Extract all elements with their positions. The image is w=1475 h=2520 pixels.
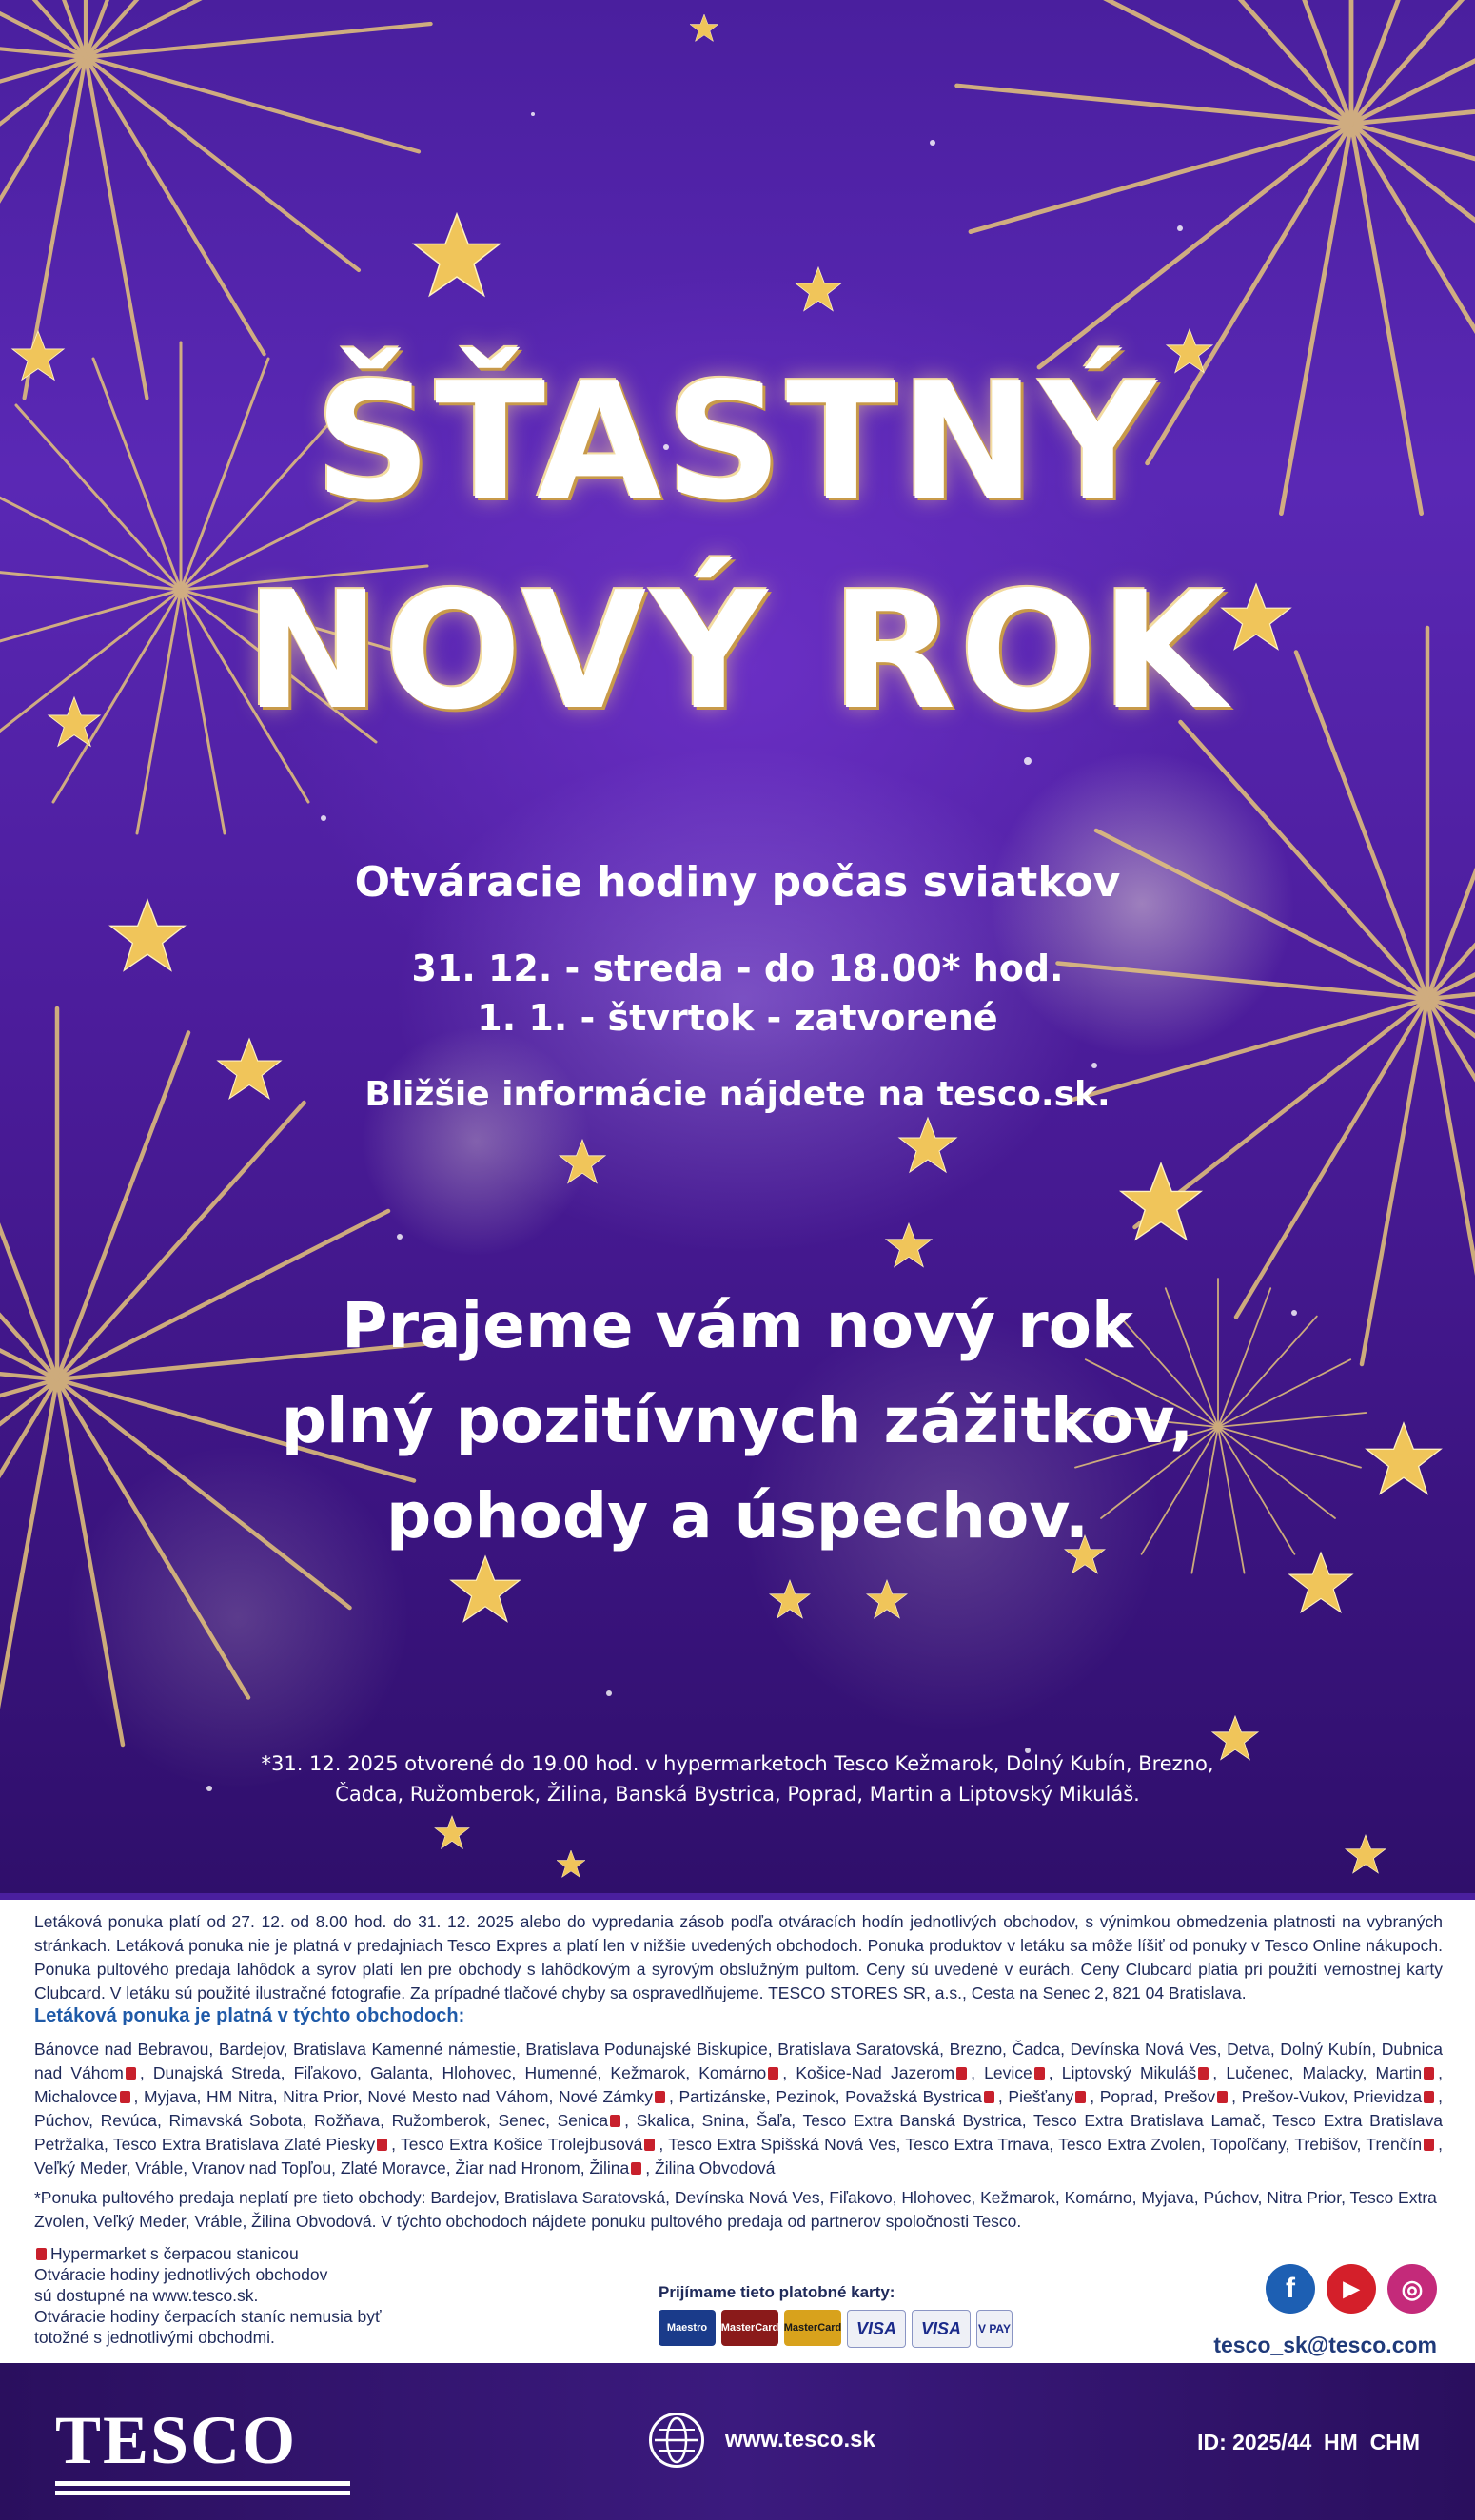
title-line-2: NOVÝ ROK: [245, 557, 1230, 746]
payment-card-logos: [659, 2310, 1013, 2348]
fuel-pump-icon: [1424, 2091, 1434, 2103]
hours-note-line-3: Otváracie hodiny čerpacích staníc nemusia byť: [34, 2307, 382, 2326]
stores-text: , Partizánske, Pezinok, Považská Bystrica: [668, 2087, 982, 2106]
stores-list: [34, 2038, 1443, 2180]
hours-note-line-4: totožné s jednotlivými obchodmi.: [34, 2328, 275, 2347]
stores-text: , Michalovce: [34, 2063, 1443, 2106]
fuel-pump-icon: [1424, 2067, 1434, 2080]
fuel-pump-icon: [1198, 2067, 1209, 2080]
offer-terms-text: Letáková ponuka platí od 27. 12. od 8.00 hod. do 31. 12. 2025 alebo do vypredania zásob podľa otváracích hodín jednotlivých obchodov, s výnimkou obmedzenia platnosti na vybraných stránkach. Letáková ponuka nie je platná v predajniach Tesco Expres a platí len v nižšie uvedených obchodoch. Ponuka produktov v letáku sa môže líšiť od ponuky v Tesco Online nákupoch. Ponuka pultového predaja lahôdok a syrov platí len pre obchody s lahôdkovým a syrovým obslužným pultom. Ceny sú uvedené v eurách. Ceny Clubcard platia pri použití vernostnej karty Clubcard. V letáku sú použité ilustračné fotografie. Za prípadné tlačové chyby sa ospravedlňujeme. TESCO STORES SR, a.s., Cesta na Senec 2, 821 04 Bratislava.: [34, 1912, 1443, 2002]
payment-label: Prijímame tieto platobné karty:: [659, 2283, 895, 2301]
hours-note-line-1: Otváracie hodiny jednotlivých obchodov: [34, 2265, 328, 2284]
fuel-pump-icon: [984, 2091, 994, 2103]
stores-text: , Tesco Extra Spišská Nová Ves, Tesco Extra Trnava, Tesco Extra Zvolen, Topoľčany, Trebišov, Trenčín: [659, 2135, 1423, 2154]
fuel-pump-icon: [36, 2248, 47, 2260]
tesco-logo: TESCO: [55, 2402, 298, 2478]
social-links: [1266, 2264, 1437, 2314]
stores-heading: Letáková ponuka je platná v týchto obchodoch:: [34, 2005, 465, 2026]
fuel-pump-icon: [126, 2067, 136, 2080]
stores-text: , Levice: [971, 2063, 1032, 2082]
fuel-pump-icon: [956, 2067, 967, 2080]
stores-text: , Dunajská Streda, Fiľakovo, Galanta, Hlohovec, Humenné, Kežmarok, Komárno: [139, 2063, 767, 2082]
opening-footnote: [0, 1748, 1475, 1809]
fuel-pump-icon: [631, 2162, 641, 2175]
stores-text: , Liptovský Mikuláš: [1048, 2063, 1197, 2082]
holiday-hours-line-1: 31. 12. - streda - do 18.00* hod.: [411, 947, 1064, 989]
fuel-pump-icon: [655, 2091, 665, 2103]
counter-sales-note: *Ponuka pultového predaja neplatí pre tieto obchody: Bardejov, Bratislava Saratovská, Devínska Nová Ves, Fiľakovo, Hlohovec, Kežmarok, Komárno, Myjava, Púchov, Nitra Prior, Tesco Extra Zvolen, Veľký Meder, Vráble, Žilina Obvodová. V týchto obchodoch nájdete ponuku pultového predaja od partnerov spoločnosti Tesco.: [34, 2188, 1437, 2231]
fuel-pump-icon: [1034, 2067, 1045, 2080]
fuel-pump-icon: [1424, 2139, 1434, 2151]
fuel-pump-icon: [768, 2067, 778, 2080]
visa-icon: VISA: [912, 2310, 971, 2348]
maestro-card-icon: Maestro: [659, 2310, 716, 2346]
vpay-icon: V PAY: [976, 2310, 1013, 2348]
stores-text: , Lučenec, Malacky, Martin: [1212, 2063, 1423, 2082]
footnote-line-2: Čadca, Ružomberok, Žilina, Banská Bystrica, Poprad, Martin a Liptovský Mikuláš.: [335, 1783, 1140, 1806]
instagram-icon[interactable]: ◎: [1387, 2264, 1437, 2314]
stores-text: Bánovce nad Bebravou, Bardejov, Bratislava Kamenné námestie, Bratislava Podunajské Biskupice, Bratislava Saratovská, Brezno, Čadca, Devínska Nová Ves, Detva, Dolný Kubín, Dubnica nad Váhom: [34, 2040, 1443, 2082]
stores-text: , Prešov-Vukov, Prievidza: [1231, 2087, 1423, 2106]
fuel-pump-icon: [120, 2091, 130, 2103]
fuel-pump-icon: [1217, 2091, 1228, 2103]
legal-section: [0, 1893, 1475, 2363]
legal-top-divider: [0, 1893, 1475, 1900]
fuel-pump-icon: [644, 2139, 655, 2151]
wish-line-1: Prajeme vám nový rok: [342, 1289, 1133, 1362]
payment-cards-block: [659, 2283, 1013, 2348]
fuel-pump-icon: [610, 2115, 620, 2127]
stores-text: , Veľký Meder, Vráble, Vranov nad Topľou, Zlaté Moravce, Žiar nad Hronom, Žilina: [34, 2135, 1443, 2178]
visa-electron-icon: VISA: [847, 2310, 906, 2348]
footer-bar: [0, 2363, 1475, 2520]
hours-note-line-2: sú dostupné na www.tesco.sk.: [34, 2286, 259, 2305]
mastercard-icon: MasterCard: [784, 2310, 841, 2346]
logo-stripe: [55, 2491, 350, 2495]
wish-line-2: plný pozitívnych zážitkov,: [281, 1384, 1194, 1457]
mastercard-electronic-icon: MasterCard: [721, 2310, 778, 2346]
stores-text: , Košice-Nad Jazerom: [782, 2063, 955, 2082]
website-url[interactable]: www.tesco.sk: [725, 2427, 875, 2452]
fuel-pump-icon: [1075, 2091, 1086, 2103]
contact-email[interactable]: tesco_sk@tesco.com: [1213, 2333, 1437, 2357]
stores-text: , Púchov, Revúca, Rimavská Sobota, Rožňava, Ružomberok, Senec, Senica: [34, 2087, 1443, 2130]
leaflet-id: ID: 2025/44_HM_CHM: [1197, 2430, 1420, 2454]
pump-legend-text: Hypermarket s čerpacou stanicou: [50, 2244, 299, 2263]
more-info-text: Bližšie informácie nájdete na tesco.sk.: [364, 1075, 1111, 1114]
stores-text: , Skalica, Snina, Šaľa, Tesco Extra Banská Bystrica, Tesco Extra Bratislava Lamač, Tesco Extra Bratislava Petržalka, Tesco Extra Bratislava Zlaté Piesky: [34, 2111, 1443, 2154]
facebook-icon[interactable]: f: [1266, 2264, 1315, 2314]
wish-line-3: pohody a úspechov.: [385, 1479, 1090, 1553]
logo-stripe: [55, 2481, 350, 2486]
website-link[interactable]: [649, 2413, 875, 2468]
pump-legend-block: [34, 2243, 434, 2348]
globe-icon: [649, 2413, 704, 2468]
holiday-hours-line-2: 1. 1. - štvrtok - zatvorené: [477, 997, 998, 1039]
holiday-hours-title: Otváracie hodiny počas sviatkov: [354, 858, 1121, 907]
footnote-line-1: *31. 12. 2025 otvorené do 19.00 hod. v hypermarketoch Tesco Kežmarok, Dolný Kubín, Brezno,: [261, 1752, 1214, 1775]
stores-text: , Myjava, HM Nitra, Nitra Prior, Nové Mesto nad Váhom, Nové Zámky: [133, 2087, 653, 2106]
stores-text: , Piešťany: [997, 2087, 1074, 2106]
stores-text: , Tesco Extra Košice Trolejbusová: [391, 2135, 643, 2154]
title-line-1: ŠŤASTNÝ: [314, 348, 1161, 537]
stores-text: , Poprad, Prešov: [1090, 2087, 1216, 2106]
fuel-pump-icon: [377, 2139, 387, 2151]
youtube-icon[interactable]: ▶: [1327, 2264, 1376, 2314]
stores-text: , Žilina Obvodová: [645, 2159, 776, 2178]
